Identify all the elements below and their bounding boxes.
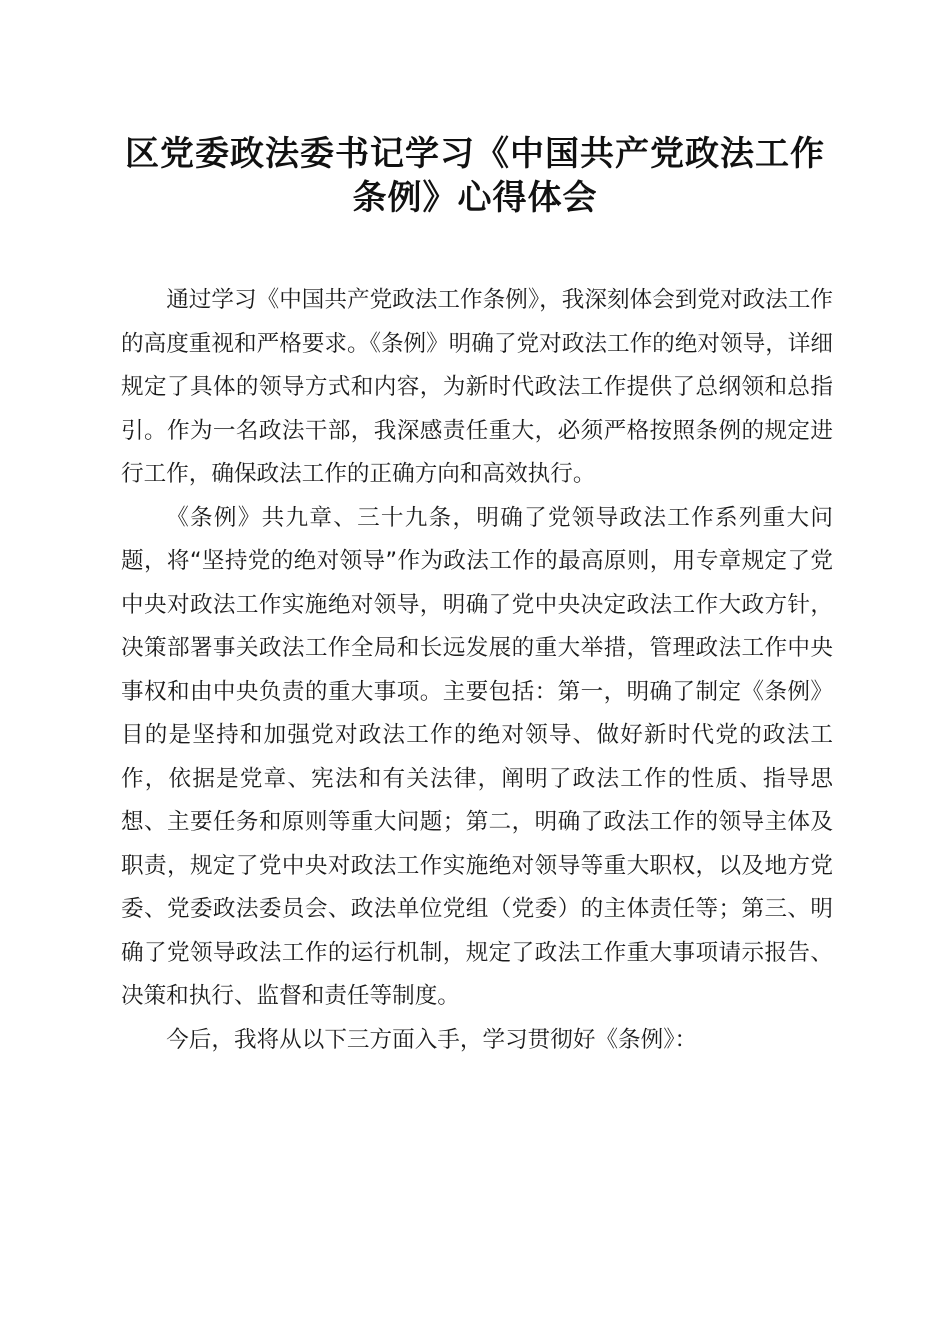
paragraph-1: 通过学习《中国共产党政法工作条例》，我深刻体会到党对政法工作的高度重视和严格要求。《条例》明确了党对政法工作的绝对领导，详细规定了具体的领导方式和内容，为新时代政法工作提供了总纲领和总指引。作为一名政法干部，我深感责任重大，必须严格按照条例的规定进行工作，确保政法工作的正确方向和高效执行。 — [121, 287, 833, 487]
document-body — [121, 279, 833, 1062]
document-title: 区党委政法委书记学习《中国共产党政法工作条例》心得体会 — [125, 134, 825, 218]
paragraph-2: 《条例》共九章、三十九条，明确了党领导政法工作系列重大问题，将“坚持党的绝对领导”作为政法工作的最高原则，用专章规定了党中央对政法工作实施绝对领导，明确了党中央决定政法工作大政方针，决策部署事关政法工作全局和长远发展的重大举措，管理政法工作中央事权和由中央负责的重大事项。主要包括：第一，明确了制定《条例》目的是坚持和加强党对政法工作的绝对领导、做好新时代党的政法工作，依据是党章、宪法和有关法律，阐明了政法工作的性质、指导思想、主要任务和原则等重大问题；第二，明确了政法工作的领导主体及职责，规定了党中央对政法工作实施绝对领导等重大职权，以及地方党委、党委政法委员会、政法单位党组（党委）的主体责任等；第三、明确了党领导政法工作的运行机制，规定了政法工作重大事项请示报告、决策和执行、监督和责任等制度。 — [121, 504, 833, 1009]
paragraph-3: 今后，我将从以下三方面入手，学习贯彻好《条例》： — [166, 1026, 698, 1053]
